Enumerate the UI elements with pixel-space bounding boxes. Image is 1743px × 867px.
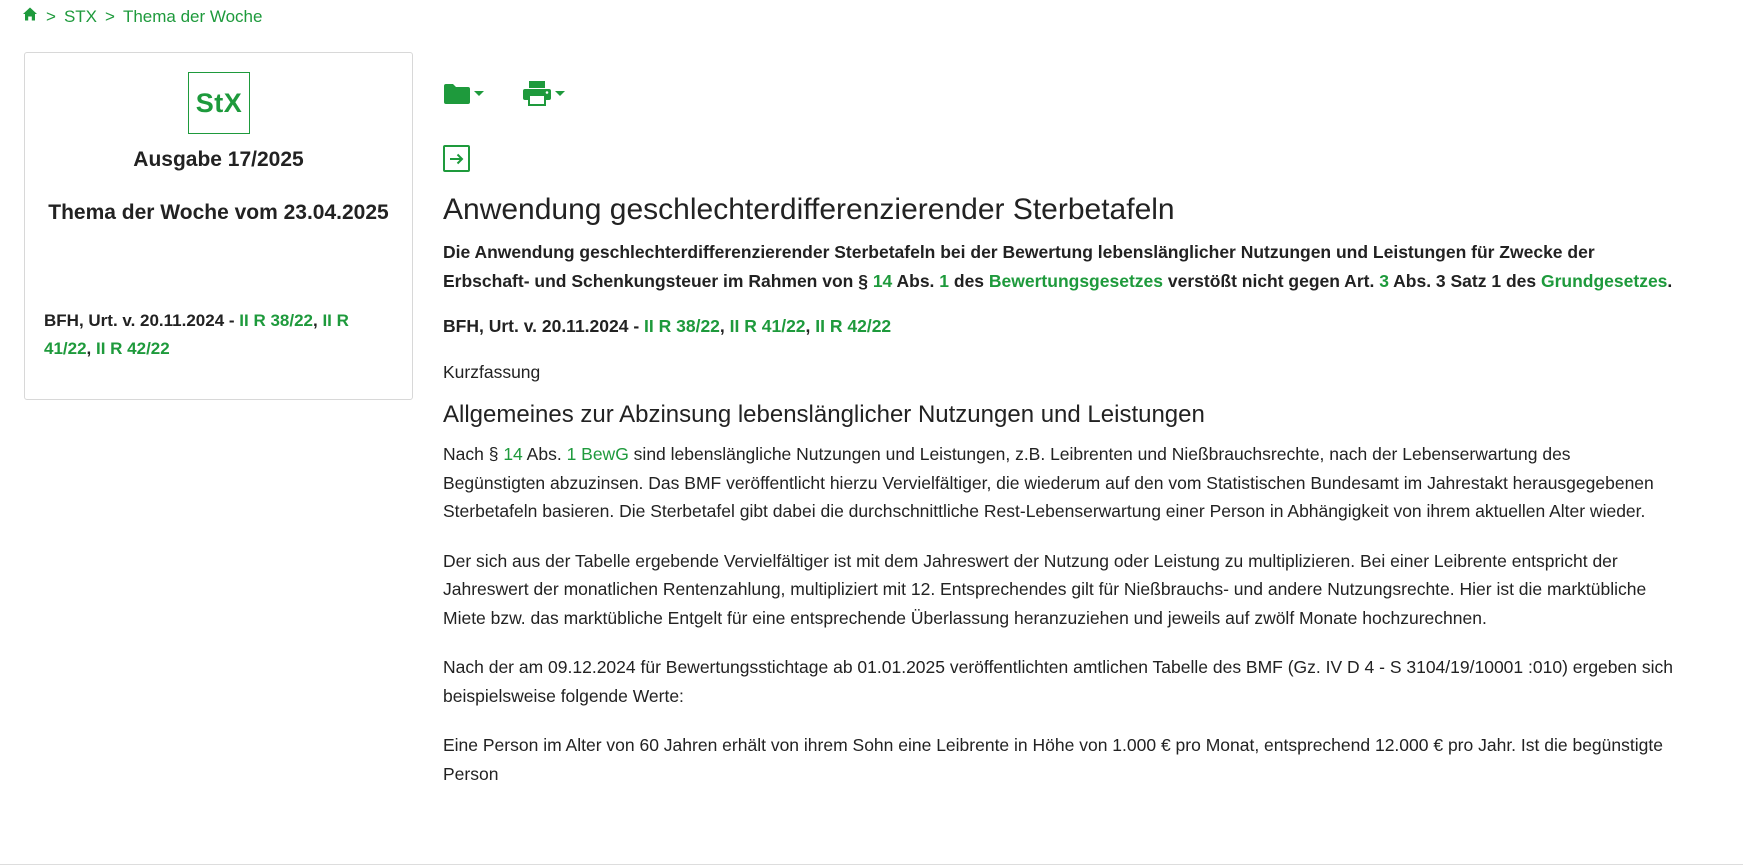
- folder-dropdown-button[interactable]: [443, 82, 484, 105]
- article-link-3[interactable]: 3: [1379, 270, 1389, 291]
- expand-arrow-icon: [449, 152, 465, 166]
- theme-date: Thema der Woche vom 23.04.2025: [48, 201, 389, 224]
- chevron-down-icon: [474, 91, 484, 96]
- bewg-link[interactable]: 1 BewG: [566, 444, 629, 464]
- grundgesetz-link[interactable]: Grundgesetzes: [1540, 270, 1668, 291]
- toolbar: [443, 80, 565, 106]
- bewertungsgesetz-link[interactable]: Bewertungsgesetzes: [988, 270, 1163, 291]
- paragraph-text: Nach §: [443, 444, 504, 464]
- case-link-38-22[interactable]: II R 38/22: [239, 311, 313, 330]
- case-link-38-22[interactable]: II R 38/22: [644, 316, 720, 336]
- lead-text: verstößt nicht gegen Art.: [1163, 270, 1380, 291]
- breadcrumb: [22, 6, 262, 27]
- paragraph-link-14[interactable]: 14: [503, 444, 523, 464]
- court-reference-prefix: BFH, Urt. v. 20.11.2024 -: [443, 316, 645, 336]
- case-link-41-22[interactable]: II R 41/22: [729, 316, 806, 336]
- lead-text: Abs.: [892, 270, 940, 291]
- print-icon: [522, 80, 552, 106]
- issue-number: Ausgabe 17/2025: [133, 148, 304, 171]
- breadcrumb-separator: >: [46, 6, 56, 26]
- chevron-down-icon: [555, 91, 565, 96]
- breadcrumb-item-thema[interactable]: Thema der Woche: [122, 6, 263, 26]
- case-link-42-22[interactable]: II R 42/22: [815, 316, 892, 336]
- case-link-41-22[interactable]: II R 41/22: [44, 311, 349, 358]
- folder-icon: [443, 82, 471, 105]
- expand-button[interactable]: [443, 145, 470, 172]
- paragraph: Der sich aus der Tabelle ergebende Vervielfältiger ist mit dem Jahreswert der Nutzung oder Leistung zu multiplizieren. Bei einer Leibrente entspricht der Jahreswert der monatlichen Rentenzahlung, multipliziert mit 12. Entsprechendes gilt für Nießbrauchs- und andere Nutzungsrechte. Hier ist die marktübliche Miete bzw. das marktübliche Entgelt für eine entsprechende Überlassung heranzuziehen und jeweils auf zwölf Monate hochzurechnen.: [443, 550, 1647, 628]
- home-link[interactable]: [22, 6, 38, 27]
- lead-text: des: [949, 270, 989, 291]
- stx-logo: StX: [188, 72, 250, 134]
- paragraph: [443, 440, 1673, 526]
- paragraph: Eine Person im Alter von 60 Jahren erhält von ihrem Sohn eine Leibrente in Höhe von 1.000 € pro Monat, entsprechend 12.000 € pro Jahr. Ist die begünstigte Person: [443, 735, 1663, 784]
- breadcrumb-item-stx[interactable]: STX: [63, 6, 97, 26]
- paragraph-link-1[interactable]: 1: [939, 270, 950, 291]
- issue-card: [24, 52, 413, 400]
- paragraph-text: sind lebenslängliche Nutzungen und Leistungen, z.B. Leibrenten und Nießbrauchsrechte, nach der Lebenserwartung des Begünstigten abzuzinsen. Das BMF veröffentlicht hierzu Vervielfältiger, die wiederum auf den vom Statistischen Bundesamt im Jahrestakt herausgegebenen Sterbetafeln basieren. Die Sterbetafel gibt dabei die durchschnittliche Rest-Lebenserwartung einer Person in Abhängigkeit von ihrem aktuellen Alter wieder.: [443, 444, 1654, 521]
- article-lead: [443, 238, 1673, 295]
- home-icon: [22, 6, 38, 22]
- section-heading: Allgemeines zur Abzinsung lebenslänglicher Nutzungen und Leistungen: [443, 401, 1205, 428]
- court-reference-prefix: BFH, Urt. v. 20.11.2024 -: [44, 311, 240, 330]
- lead-text: Abs. 3 Satz 1 des: [1388, 270, 1541, 291]
- court-reference: BFH, Urt. v. 20.11.2024 - II R 38/22, II R 41/22, II R 42/22: [443, 316, 892, 336]
- paragraph-link-14[interactable]: 14: [872, 270, 893, 291]
- lead-text: Die Anwendung geschlechterdifferenzierender Sterbetafeln bei der Bewertung lebenslänglicher Nutzungen und Leistungen für Zwecke der Erbschaft- und Schenkungsteuer im Rahmen von §: [443, 242, 1595, 291]
- court-reference: BFH, Urt. v. 20.11.2024 - II R 38/22, II R 41/22, II R 42/22: [44, 311, 349, 358]
- print-dropdown-button[interactable]: [522, 80, 565, 106]
- article: [443, 192, 1673, 788]
- divider: [0, 864, 1743, 865]
- lead-text: .: [1667, 270, 1673, 291]
- paragraph-text: Abs.: [522, 444, 567, 464]
- article-title: Anwendung geschlechterdifferenzierender Sterbetafeln: [443, 193, 1175, 226]
- case-link-42-22[interactable]: II R 42/22: [96, 339, 170, 358]
- kurzfassung-label: Kurzfassung: [443, 362, 541, 382]
- paragraph: Nach der am 09.12.2024 für Bewertungsstichtage ab 01.01.2025 veröffentlichten amtlichen Tabelle des BMF (Gz. IV D 4 - S 3104/19/10001 :010) ergeben sich beispielsweise folgende Werte:: [443, 657, 1673, 706]
- breadcrumb-separator: >: [105, 6, 115, 26]
